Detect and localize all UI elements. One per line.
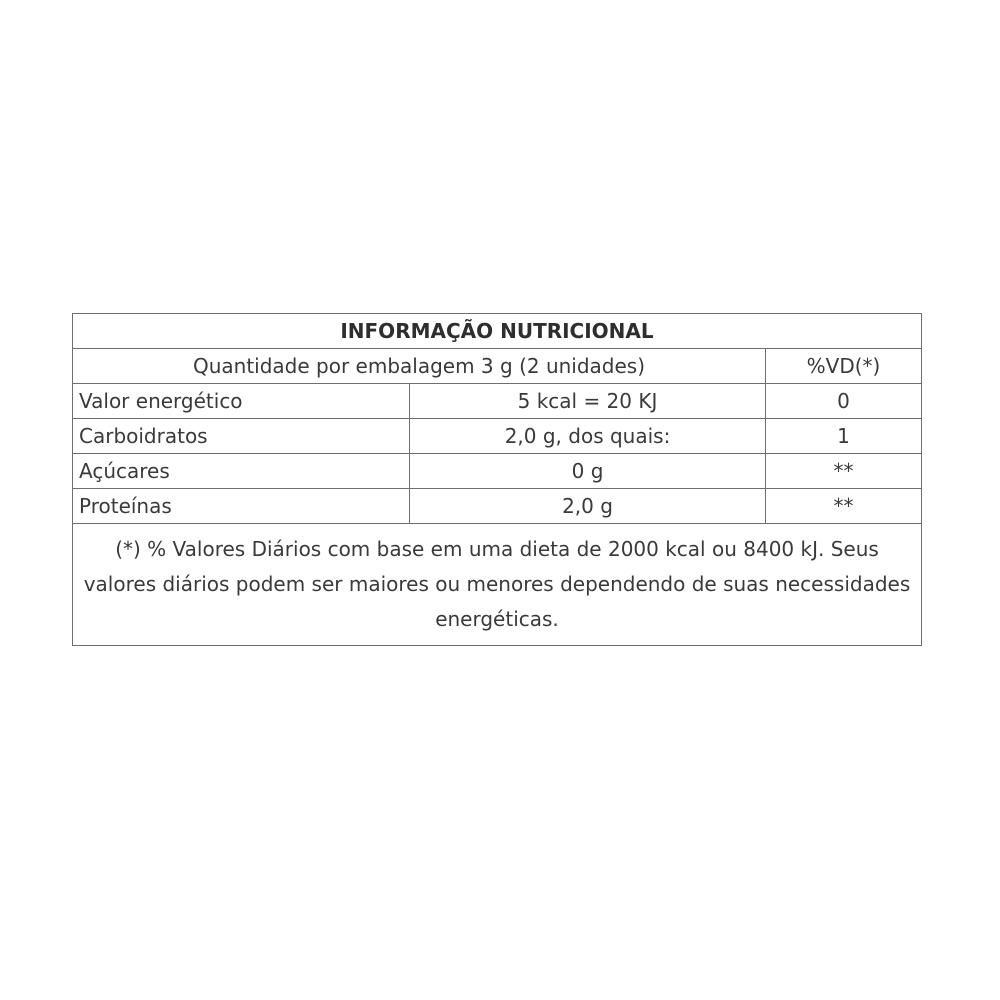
nutrient-amount: 0 g	[410, 454, 766, 489]
daily-value-header: %VD(*)	[766, 349, 922, 384]
daily-values-footnote: (*) % Valores Diários com base em uma dieta de 2000 kcal ou 8400 kJ. Seus valores diários podem ser maiores ou menores dependendo de suas necessidades energéticas.	[73, 524, 922, 646]
nutrient-daily-value: 1	[766, 419, 922, 454]
nutrient-amount: 5 kcal = 20 KJ	[410, 384, 766, 419]
footnote-row	[73, 524, 922, 646]
header-row	[73, 349, 922, 384]
nutrient-daily-value: **	[766, 454, 922, 489]
table-row	[73, 384, 922, 419]
nutrition-facts-table	[72, 313, 922, 646]
serving-size-header: Quantidade por embalagem 3 g (2 unidades)	[73, 349, 766, 384]
nutrient-name: Valor energético	[73, 384, 410, 419]
nutrient-name: Proteínas	[73, 489, 410, 524]
nutrient-name: Açúcares	[73, 454, 410, 489]
table-title: INFORMAÇÃO NUTRICIONAL	[73, 314, 922, 349]
nutrient-daily-value: **	[766, 489, 922, 524]
table-row	[73, 419, 922, 454]
nutrient-amount: 2,0 g	[410, 489, 766, 524]
table-row	[73, 454, 922, 489]
title-row	[73, 314, 922, 349]
nutrient-name: Carboidratos	[73, 419, 410, 454]
nutrient-daily-value: 0	[766, 384, 922, 419]
table-row	[73, 489, 922, 524]
nutrient-amount: 2,0 g, dos quais:	[410, 419, 766, 454]
